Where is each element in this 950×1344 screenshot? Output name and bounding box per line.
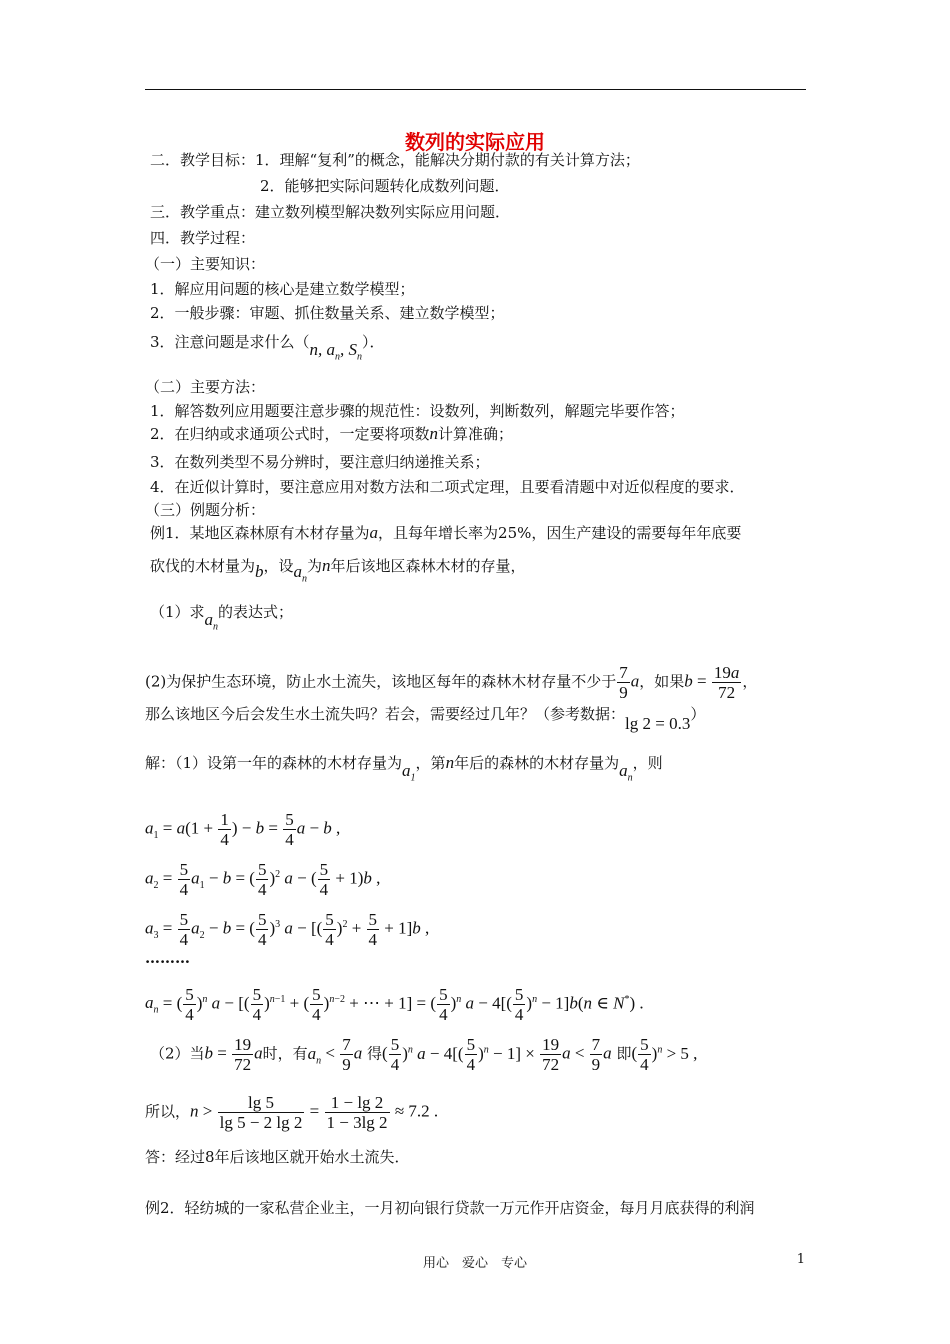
methods-item-1: 1．解答数列应用题要注意步骤的规范性：设数列，判断数列，解题完毕要作答；	[150, 402, 685, 420]
ex1-question-1-b: 的表达式；	[218, 603, 294, 621]
page-title: 数列的实际应用	[405, 130, 545, 154]
ex1-line-2	[150, 556, 526, 583]
reference-lg2: lg 2 = 0.3	[625, 714, 691, 733]
goals-line-1	[150, 150, 640, 170]
answer: 答：经过8年后该地区就开始水土流失．	[145, 1148, 410, 1166]
ex1-line-2-c: 为	[307, 557, 323, 575]
var-an: $a_n$	[619, 761, 633, 784]
solution-intro-a: 解：（1）设第一年的森林的木材存量为	[145, 754, 403, 772]
ex1-line-2-d: 年后该地区森林木材的存量，	[330, 557, 526, 575]
process-heading: 四．教学过程：	[150, 229, 256, 247]
knowledge-heading: （一）主要知识：	[145, 255, 266, 273]
key-point: 三．教学重点：建立数列模型解决数列实际应用问题．	[150, 203, 511, 221]
ex1-question-2: (2)为保护生态环境，防止水土流失，该地区每年的森林木材存量不少于 $\frac{7}{9}$ a，如果b = $\frac{19a}{72}$ ，	[145, 663, 758, 702]
fraction-7-9: $\frac{7}{9}$	[619, 663, 628, 702]
ex1-question-2-c: ，	[742, 672, 758, 691]
solution-conclusion-label: 所以，	[145, 1102, 191, 1121]
example-2-line: 例2．轻纺城的一家私营企业主，一月初向银行贷款一万元作开店资金，每月月底获得的利润	[145, 1199, 755, 1217]
ex1-question-2-a: (2)为保护生态环境，防止水土流失，该地区每年的森林木材存量不少于	[145, 672, 617, 691]
goals-item-2: 2．能够把实际问题转化成数列问题．	[260, 177, 510, 195]
var-n: n	[322, 556, 331, 575]
ex1-question-1	[150, 602, 294, 633]
ex1-question-2-line-2-text: 那么该地区今后会发生水土流失吗？若会，需要经过几年？（参考数据：	[145, 705, 626, 723]
solution-intro	[145, 753, 663, 784]
var-an: $a_n$	[293, 562, 308, 585]
var-a1: $a_1$	[402, 761, 416, 784]
ex1-line-1	[150, 523, 741, 543]
methods-item-3: 3．在数列类型不易分辨时，要注意归纳递推关系；	[150, 453, 490, 471]
ellipsis: ………	[145, 949, 190, 967]
var-n: n	[445, 753, 455, 772]
equation-a3: $a_3$ = $\frac{5}{4}$ $a_2 - b$ = ( $\frac{5}{4}$ )$^3$ a − [( $\frac{5}{4}$ )$^2$ + $\frac{5}{4}$ + 1]b ,	[145, 910, 430, 949]
var-a: a	[630, 671, 640, 691]
knowledge-item-3-prefix: 3．注意问题是求什么（	[150, 333, 310, 351]
solution-part-2-c: 得	[367, 1044, 383, 1063]
var-a: a	[369, 523, 379, 542]
goals-label: 二．教学目标：	[150, 151, 256, 169]
ex1-question-2-close: ）	[690, 705, 706, 723]
methods-item-2-suffix: 计算准确；	[438, 425, 514, 443]
methods-item-2	[150, 424, 513, 444]
solution-part-2-d: 即	[616, 1044, 632, 1063]
solution-part-2-a: （2）当	[150, 1044, 205, 1063]
equation-a1: $a_1 = a(1$ + $\frac{1}{4}$ ) − b = $\frac{5}{4}$ a − b ,	[145, 810, 341, 849]
var-b: b	[684, 671, 693, 691]
ex1-line-1-a: 例1．某地区森林原有木材存量为	[150, 524, 370, 542]
header-rule	[145, 89, 806, 90]
equation-an: $a_n$ = ( $\frac{5}{4}$ )$^n$ a − [( $\frac{5}{4}$ )$^{n-1}$ + ( $\frac{5}{4}$ )$^{n-2}$ + ⋯ + 1] = ( $\frac{5}{4}$ )$^n$ a − 4[( $\frac{5}{4}$ )$^n$ − 1]b(n ∈ N*) .	[145, 985, 644, 1024]
knowledge-item-3	[150, 332, 385, 363]
examples-heading: （三）例题分析：	[145, 501, 266, 519]
page-number: 1	[796, 1252, 805, 1267]
solution-intro-d: ，则	[632, 754, 663, 772]
solution-part-2-b: 时，有	[262, 1044, 308, 1063]
ex1-question-2-line-2	[145, 704, 706, 733]
ex1-line-2-b: ，设	[263, 557, 294, 575]
solution-intro-b: ，第	[415, 754, 446, 772]
knowledge-item-1: 1．解应用问题的核心是建立数学模型；	[150, 280, 415, 298]
solution-conclusion: 所以，n > $\frac{\lg 5}{\lg 5 - 2 \lg 2}$ = $\frac{1 - \lg 2}{1 - 3\lg 2}$ ≈ 7.2 .	[145, 1093, 439, 1132]
ex1-question-1-a: （1）求	[150, 603, 205, 621]
var-b: b	[255, 562, 264, 581]
solution-intro-c: 年后的森林的木材存量为	[454, 754, 620, 772]
ex1-line-1-b: ，且每年增长率为25%，因生产建设的需要每年年底要	[378, 524, 742, 542]
page-footer: 用心 爱心 专心	[422, 1256, 527, 1271]
formula-n-an-sn: n, $a_n$, $S_n$	[309, 340, 363, 363]
var-an: $a_n$	[204, 610, 219, 633]
equation-a2: $a_2$ = $\frac{5}{4}$ $a_1 - b$ = ( $\frac{5}{4}$ )$^2$ a − ( $\frac{5}{4}$ + 1)b ,	[145, 860, 381, 899]
solution-part-2: （2）当b = $\frac{19}{72}$ a时，有$a_n$ < $\frac{7}{9}$ a 得( $\frac{5}{4}$ )$^n$ a − 4[( $\frac{5}{4}$ )$^n$ − 1] × $\frac{19}{72}$ a < $\frac{7}{9}$ a 即( $\frac{5}{4}$ )$^n$ > 5 ,	[150, 1035, 698, 1074]
knowledge-item-2: 2．一般步骤：审题、抓住数量关系、建立数学模型；	[150, 304, 505, 322]
fraction-19a-72: $\frac{19a}{72}$	[713, 663, 740, 702]
goals-item-1: 1．理解“复利”的概念，能解决分期付款的有关计算方法；	[255, 151, 640, 169]
ex1-question-2-b: ，如果	[639, 672, 685, 691]
ex1-line-2-a: 砍伐的木材量为	[150, 557, 256, 575]
methods-item-2-prefix: 2．在归纳或求通项公式时，一定要将项数	[150, 425, 430, 443]
var-n: n	[429, 424, 439, 443]
knowledge-item-3-suffix: ）．	[362, 333, 385, 351]
methods-heading: （二）主要方法：	[145, 378, 266, 396]
methods-item-4: 4．在近似计算时，要注意应用对数方法和二项式定理，且要看清题中对近似程度的要求．	[150, 478, 745, 496]
